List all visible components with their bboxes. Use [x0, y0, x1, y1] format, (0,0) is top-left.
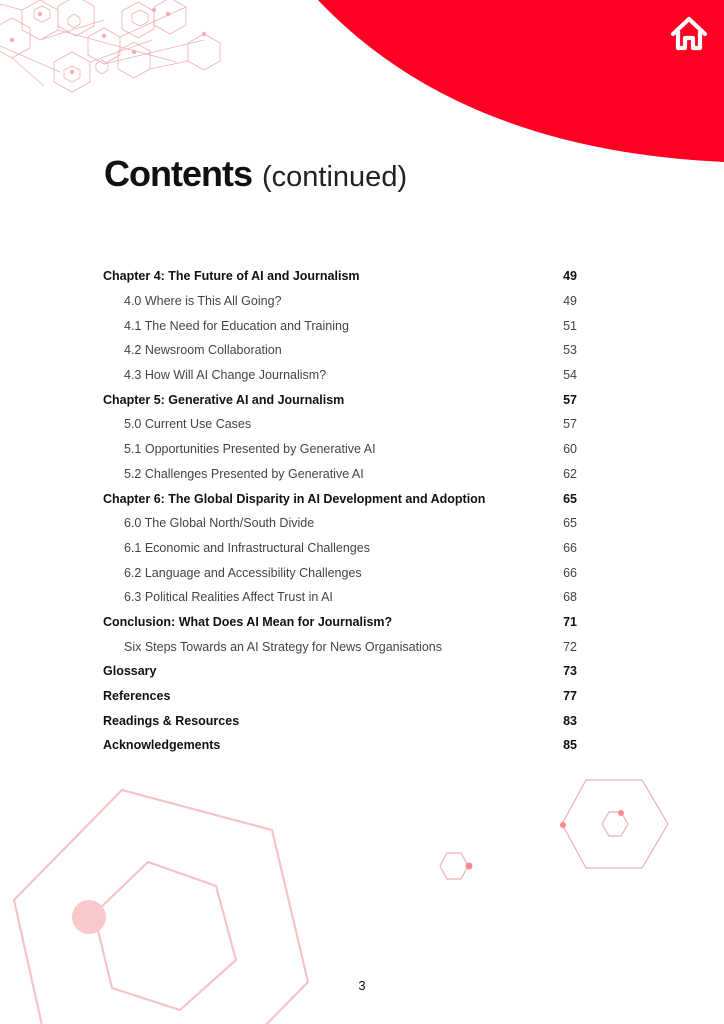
toc-entry-label: 5.2 Challenges Presented by Generative AI [124, 466, 364, 481]
toc-chapter-entry[interactable] [103, 659, 577, 684]
toc-entry-label: 6.0 The Global North/South Divide [124, 516, 315, 531]
toc-section-entry[interactable] [103, 560, 577, 585]
toc-entry-page-number: 57 [563, 417, 577, 432]
red-corner-shape [318, 0, 724, 162]
toc-section-entry[interactable] [103, 313, 577, 338]
hexagon-outlines-decoration [14, 790, 308, 1024]
toc-section-entry[interactable] [103, 536, 577, 561]
toc-entry-label: 4.3 How Will AI Change Journalism? [124, 368, 327, 383]
toc-entry-page-number: 66 [563, 540, 577, 555]
toc-section-entry[interactable] [103, 634, 577, 659]
toc-chapter-entry[interactable] [103, 387, 577, 412]
toc-entry-page-number: 66 [563, 565, 577, 580]
home-button[interactable] [668, 14, 710, 54]
toc-entry-page-number: 65 [563, 491, 577, 506]
toc-entry-page-number: 49 [563, 294, 577, 309]
toc-entry-label: 4.2 Newsroom Collaboration [124, 343, 282, 358]
decor-dot [560, 822, 566, 828]
toc-entry-label: Conclusion: What Does AI Mean for Journalism? [103, 614, 393, 629]
toc-entry-page-number: 83 [563, 713, 577, 728]
hexagon-small-decoration [440, 780, 668, 879]
toc-entry-label: Glossary [103, 664, 157, 679]
toc-entry-page-number: 77 [563, 689, 577, 704]
toc-section-entry[interactable] [103, 363, 577, 388]
decor-dot [618, 810, 624, 816]
toc-chapter-entry[interactable] [103, 684, 577, 709]
toc-entry-page-number: 68 [563, 590, 577, 605]
toc-entry-page-number: 85 [563, 738, 577, 753]
toc-entry-page-number: 72 [563, 639, 577, 654]
toc-entry-label: 5.0 Current Use Cases [124, 417, 252, 432]
title-sub: (continued) [262, 161, 408, 193]
toc-entry-page-number: 57 [563, 392, 577, 407]
toc-section-entry[interactable] [103, 585, 577, 610]
toc-chapter-entry[interactable] [103, 486, 577, 511]
table-of-contents [103, 264, 577, 758]
toc-entry-page-number: 62 [563, 466, 577, 481]
toc-entry-label: 4.1 The Need for Education and Training [124, 318, 349, 333]
page-title [104, 152, 407, 199]
toc-section-entry[interactable] [103, 437, 577, 462]
toc-entry-label: 6.3 Political Realities Affect Trust in AI [124, 590, 333, 605]
toc-entry-page-number: 51 [563, 318, 577, 333]
home-icon [668, 14, 710, 54]
toc-chapter-entry[interactable] [103, 708, 577, 733]
toc-chapter-entry[interactable] [103, 610, 577, 635]
toc-entry-label: Chapter 6: The Global Disparity in AI Development and Adoption [103, 491, 486, 506]
toc-entry-label: Six Steps Towards an AI Strategy for News Organisations [124, 639, 442, 654]
toc-section-entry[interactable] [103, 462, 577, 487]
toc-entry-page-number: 54 [563, 368, 577, 383]
toc-section-entry[interactable] [103, 412, 577, 437]
toc-entry-page-number: 49 [563, 269, 577, 284]
toc-entry-label: 5.1 Opportunities Presented by Generative AI [124, 442, 376, 457]
toc-section-entry[interactable] [103, 289, 577, 314]
toc-entry-label: References [103, 689, 171, 704]
toc-entry-page-number: 65 [563, 516, 577, 531]
decor-dot [466, 863, 473, 870]
hexagon-network-pattern [0, 0, 220, 92]
toc-entry-label: Chapter 5: Generative AI and Journalism [103, 392, 345, 407]
toc-entry-label: 6.2 Language and Accessibility Challenges [124, 565, 362, 580]
toc-entry-label: Readings & Resources [103, 713, 240, 728]
toc-entry-page-number: 60 [563, 442, 577, 457]
toc-entry-page-number: 71 [563, 614, 577, 629]
toc-entry-label: 6.1 Economic and Infrastructural Challenges [124, 540, 370, 555]
page-number: 3 [358, 978, 366, 993]
toc-chapter-entry[interactable] [103, 264, 577, 289]
toc-entry-page-number: 73 [563, 664, 577, 679]
toc-entry-label: Acknowledgements [103, 738, 221, 753]
decor-dot-large [72, 900, 106, 934]
toc-section-entry[interactable] [103, 511, 577, 536]
toc-entry-label: Chapter 4: The Future of AI and Journalism [103, 269, 360, 284]
toc-entry-page-number: 53 [563, 343, 577, 358]
toc-chapter-entry[interactable] [103, 733, 577, 758]
toc-entry-label: 4.0 Where is This All Going? [124, 294, 282, 309]
toc-section-entry[interactable] [103, 338, 577, 363]
title-main: Contents [104, 153, 252, 194]
